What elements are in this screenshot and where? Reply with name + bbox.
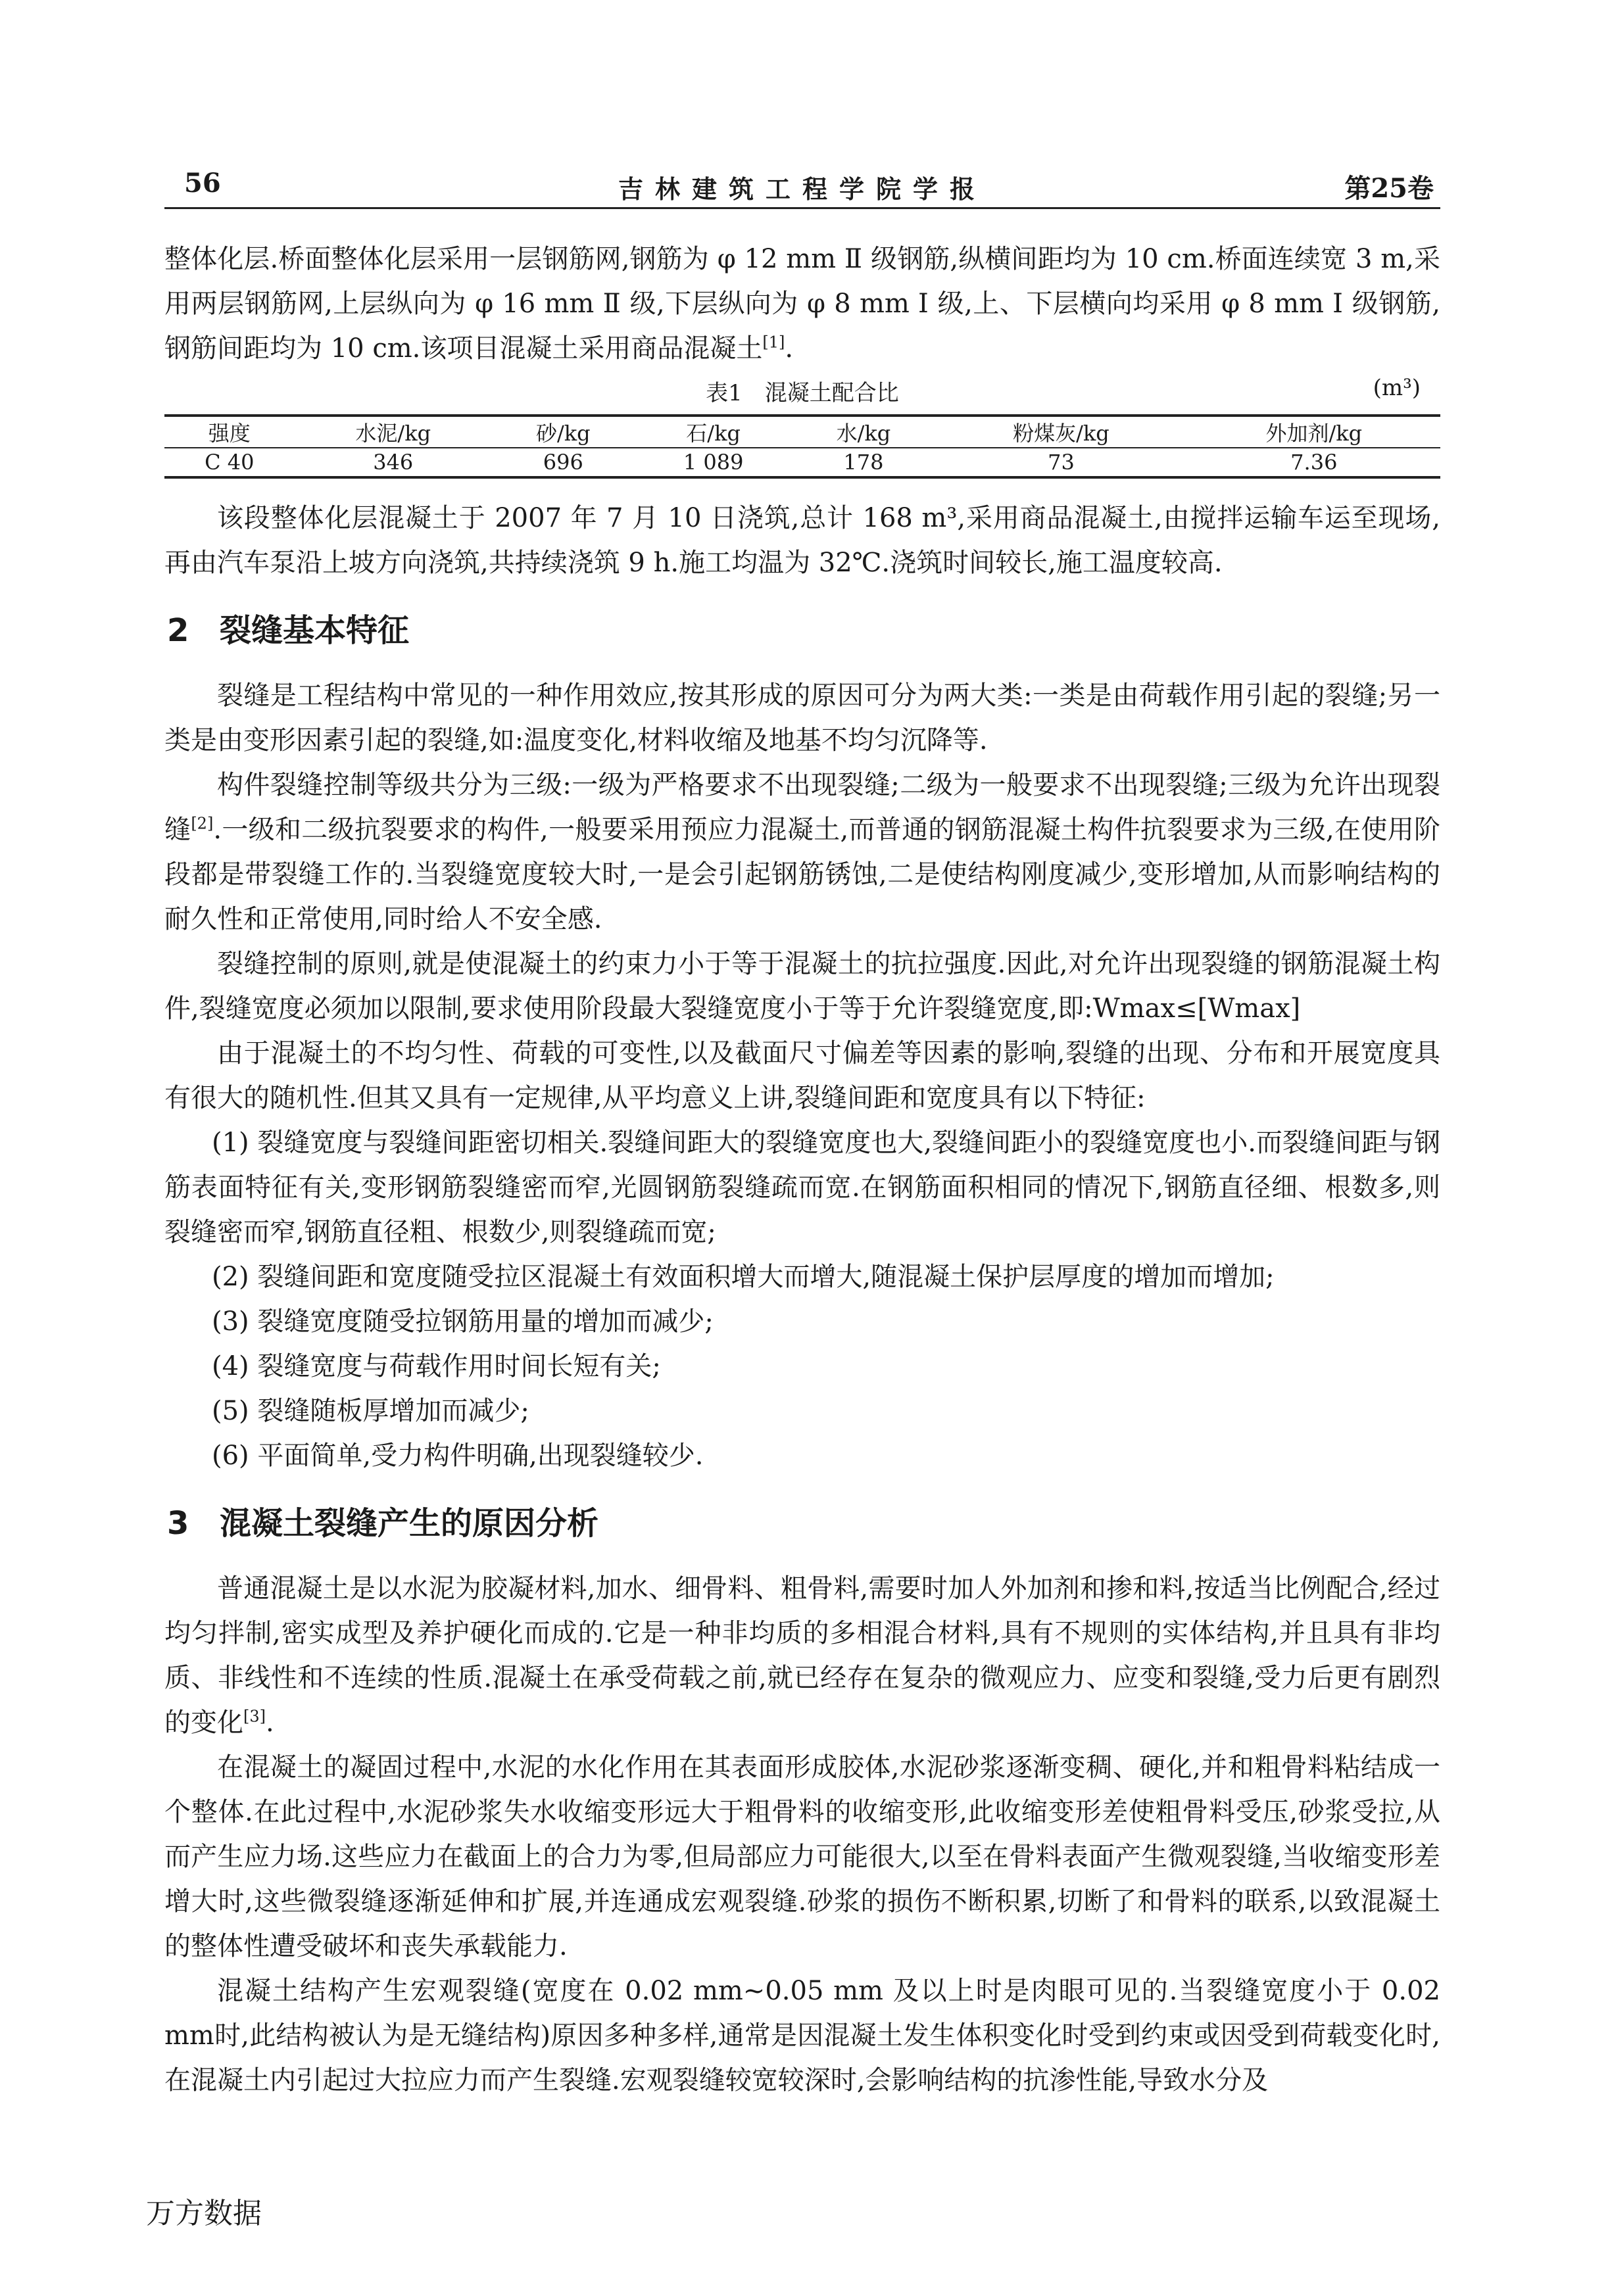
table-header-cell: 水泥/kg [355, 421, 431, 446]
table-title: 表1 混凝土配合比 [706, 380, 899, 406]
table-header-row [164, 416, 1440, 448]
citation-3: [3] [243, 1707, 266, 1726]
construction-paragraph: 该段整体化层混凝土于 2007 年 7 月 10 日浇筑,总计 168 m³,采用商品混凝土,由搅拌运输车运至现场,再由汽车泵沿上坡方向浇筑,共持续浇筑 9 h.施工均温为 32℃.浇筑时间较长,施工温度较高. [164, 503, 1440, 578]
journal-title: 吉林建筑工程学院学报 [618, 174, 987, 204]
table-cell: 1 089 [683, 450, 744, 475]
list-item: (5) 裂缝随板厚增加而减少; [212, 1396, 529, 1426]
section-number: 2 [167, 612, 189, 649]
mix-ratio-table [164, 414, 1440, 479]
volume-label: 第25卷 [1344, 173, 1434, 204]
list-item: (6) 平面简单,受力构件明确,出现裂缝较少. [212, 1441, 704, 1471]
list-item: (2) 裂缝间距和宽度随受拉区混凝土有效面积增大而增大,随混凝土保护层厚度的增加而增加; [212, 1262, 1275, 1292]
section-title: 混凝土裂缝产生的原因分析 [220, 1505, 599, 1542]
table-row [164, 448, 1440, 477]
database-watermark: 万方数据 [146, 2197, 262, 2230]
table-cell: C 40 [205, 450, 255, 475]
table-header-cell: 砂/kg [535, 421, 591, 446]
section-2-paragraph-3: 裂缝控制的原则,就是使混凝土的约束力小于等于混凝土的抗拉强度.因此,对允许出现裂缝的钢筋混凝土构件,裂缝宽度必须加以限制,要求使用阶段最大裂缝宽度小于等于允许裂缝宽度,即:Wmax≤[Wmax] [164, 949, 1440, 1024]
page-number: 56 [184, 168, 221, 199]
table-header-cell: 外加剂/kg [1265, 421, 1363, 446]
section-2-paragraph-1: 裂缝是工程结构中常见的一种作用效应,按其形成的原因可分为两大类:一类是由荷载作用引起的裂缝;另一类是由变形因素引起的裂缝,如:温度变化,材料收缩及地基不均匀沉降等. [164, 681, 1440, 755]
citation-1: [1] [762, 333, 785, 352]
header-rule [164, 207, 1440, 209]
section-3-paragraph-2: 在混凝土的凝固过程中,水泥的水化作用在其表面形成胶体,水泥砂浆逐渐变稠、硬化,并和粗骨料粘结成一个整体.在此过程中,水泥砂浆失水收缩变形远大于粗骨料的收缩变形,此收缩变形差使粗骨料受压,砂浆受拉,从而产生应力场.这些应力在截面上的合力为零,但局部应力可能很大,以至在骨料表面产生微观裂缝,当收缩变形差增大时,这些微裂缝逐渐延伸和扩展,并连通成宏观裂缝.砂浆的损伤不断积累,切断了和骨料的联系,以致混凝土的整体性遭受破坏和丧失承载能力. [164, 1752, 1440, 1961]
running-header [164, 168, 1440, 207]
table-cell: 73 [1048, 450, 1075, 475]
table-cell: 696 [543, 450, 583, 475]
page-body [164, 237, 1440, 2103]
table-header-cell: 石/kg [686, 421, 741, 446]
table-cell: 346 [373, 450, 414, 475]
table-header-cell: 粉煤灰/kg [1013, 421, 1110, 446]
section-2-paragraph-4: 由于混凝土的不均匀性、荷载的可变性,以及截面尺寸偏差等因素的影响,裂缝的出现、分布和开展宽度具有很大的随机性.但其又具有一定规律,从平均意义上讲,裂缝间距和宽度具有以下特征: [164, 1038, 1440, 1113]
section-number: 3 [167, 1505, 189, 1542]
table-header-cell: 强度 [208, 421, 251, 446]
section-2-heading [164, 608, 1440, 654]
list-item: (1) 裂缝宽度与裂缝间距密切相关.裂缝间距大的裂缝宽度也大,裂缝间距小的裂缝宽度也小.而裂缝间距与钢筋表面特征有关,变形钢筋裂缝密而窄,光圆钢筋裂缝疏而宽.在钢筋面积相同的情况下,钢筋直径细、根数多,则裂缝密而窄,钢筋直径粗、根数少,则裂缝疏而宽; [164, 1128, 1440, 1247]
table-unit: (m³) [1373, 375, 1421, 401]
list-item: (3) 裂缝宽度随受拉钢筋用量的增加而减少; [212, 1306, 714, 1337]
table-cell: 178 [843, 450, 884, 475]
citation-2: [2] [191, 814, 214, 833]
table-cell: 7.36 [1290, 450, 1338, 475]
section-3-paragraph-1: 普通混凝土是以水泥为胶凝材料,加水、细骨料、粗骨料,需要时加人外加剂和掺和料,按适当比例配合,经过均匀拌制,密实成型及养护硬化而成的.它是一种非均质的多相混合材料,具有不规则的实体结构,并且具有非均质、非线性和不连续的性质.混凝土在承受荷载之前,就已经存在复杂的微观应力、应变和裂缝,受力后更有剧烈的变化[3]. [164, 1573, 1440, 1738]
intro-paragraph: 整体化层.桥面整体化层采用一层钢筋网,钢筋为 φ 12 mm Ⅱ 级钢筋,纵横间距均为 10 cm.桥面连续宽 3 m,采用两层钢筋网,上层纵向为 φ 16 mm Ⅱ 级,下层纵向为 φ 8 mm Ⅰ 级,上、下层横向均采用 φ 8 mm Ⅰ 级钢筋,钢筋间距均为 10 cm.该项目混凝土采用商品混凝土[1]. [164, 244, 1440, 364]
section-3-heading [164, 1500, 1440, 1546]
table-caption [164, 375, 1440, 414]
table-header-cell: 水/kg [836, 421, 891, 446]
list-item: (4) 裂缝宽度与荷载作用时间长短有关; [212, 1351, 661, 1381]
section-title: 裂缝基本特征 [220, 612, 410, 649]
section-2-paragraph-2: 构件裂缝控制等级共分为三级:一级为严格要求不出现裂缝;二级为一般要求不出现裂缝;三级为允许出现裂缝[2].一级和二级抗裂要求的构件,一般要采用预应力混凝土,而普通的钢筋混凝土构件抗裂要求为三级,在使用阶段都是带裂缝工作的.当裂缝宽度较大时,一是会引起钢筋锈蚀,二是使结构刚度减少,变形增加,从而影响结构的耐久性和正常使用,同时给人不安全感. [164, 770, 1441, 934]
section-3-paragraph-3: 混凝土结构产生宏观裂缝(宽度在 0.02 mm~0.05 mm 及以上时是肉眼可见的.当裂缝宽度小于 0.02 mm时,此结构被认为是无缝结构)原因多种多样,通常是因混凝土发生体积变化时受到约束或因受到荷载变化时,在混凝土内引起过大拉应力而产生裂缝.宏观裂缝较宽较深时,会影响结构的抗渗性能,导致水分及 [164, 1976, 1440, 2095]
